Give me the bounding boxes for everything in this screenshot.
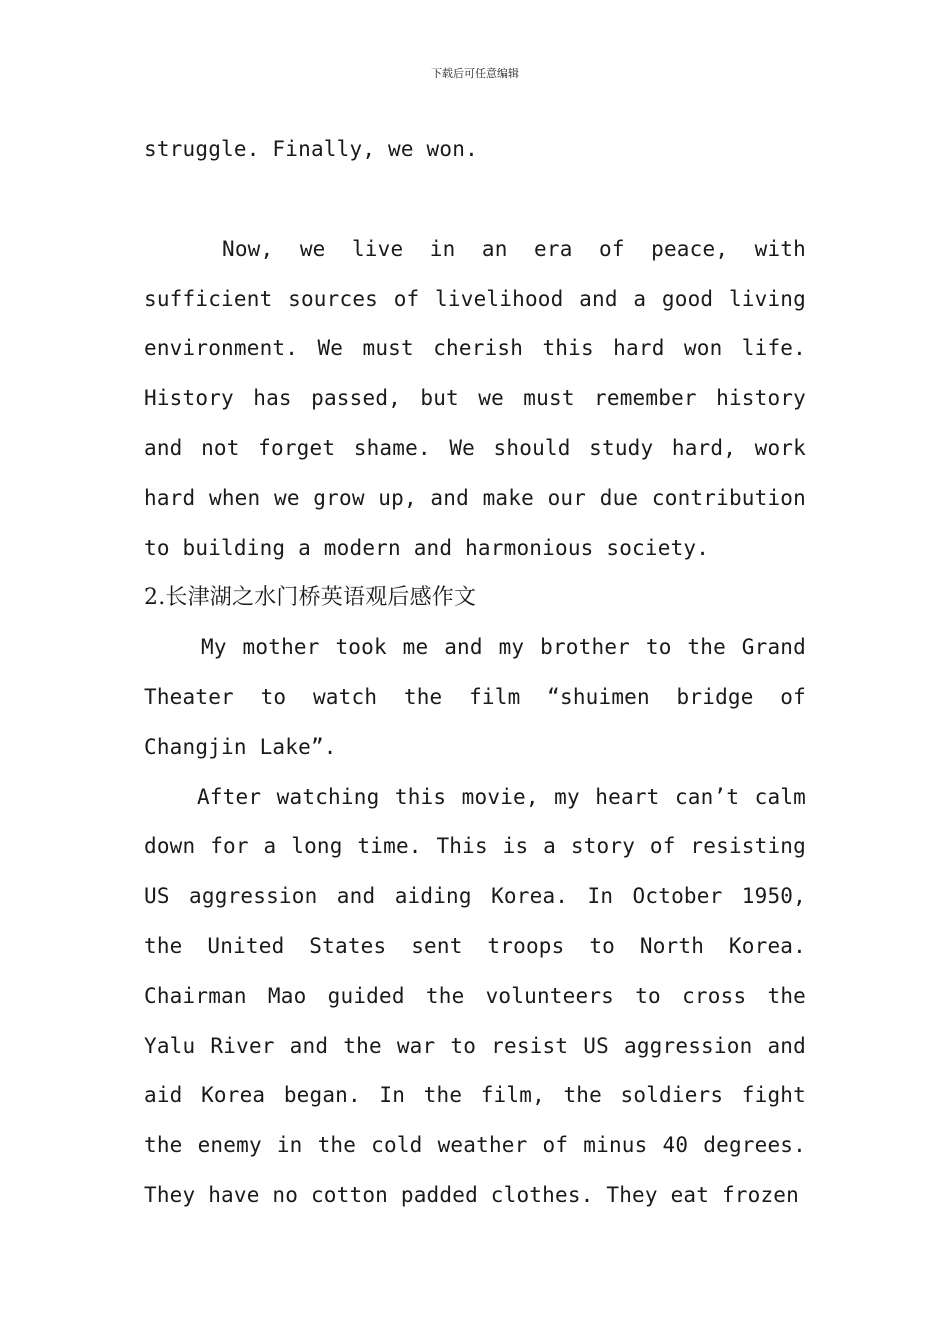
- document-body: [144, 125, 806, 1221]
- paragraph-spacer: [144, 175, 806, 225]
- section-heading: 2.长津湖之水门桥英语观后感作文: [144, 585, 477, 611]
- paragraph-story: After watching this movie, my heart can’t calm down for a long time. This is a story of resisting US aggression and aiding Korea. In October 1950, the United States sent troops to North Korea. Chairman Mao guided the volunteers to cross the Yalu River and the war to resist US aggression and aid Korea began. In the film, the soldiers fight the enemy in the cold weather of minus 40 degrees. They have no cotton padded clothes. They eat frozen: [144, 784, 806, 1207]
- paragraph-theater: My mother took me and my brother to the Grand Theater to watch the film “shuimen bridge of Changjin Lake”.: [144, 635, 806, 759]
- paragraph-fragment: struggle. Finally, we won.: [144, 137, 478, 161]
- page-header-note: 下载后可任意编辑: [431, 67, 519, 80]
- paragraph-peace: Now, we live in an era of peace, with sufficient sources of livelihood and a good living environment. We must cherish this hard won life. History has passed, but we must remember history and not forget shame. We should study hard, work hard when we grow up, and make our due contribution to building a modern and harmonious society.: [144, 236, 806, 560]
